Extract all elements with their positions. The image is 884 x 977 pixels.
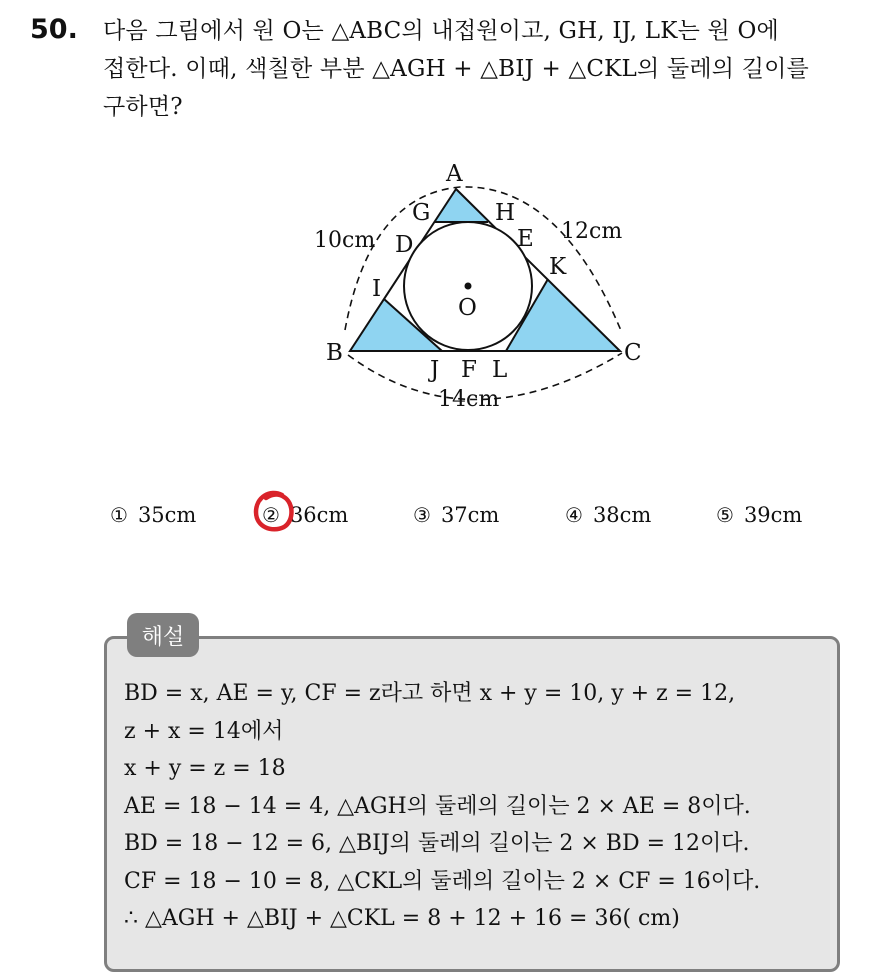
question-line-3: 구하면?: [103, 94, 183, 120]
choice-1-mark: ①: [110, 503, 128, 527]
choice-3[interactable]: [413, 503, 499, 527]
label-j: J: [430, 357, 440, 383]
choice-1-label: 35cm: [137, 503, 197, 527]
solution-line-7: ∴ △AGH + △BIJ + △CKL = 8 + 12 + 16 = 36( cm): [124, 906, 680, 931]
choice-4-label: 38cm: [592, 503, 652, 527]
label-a: A: [446, 161, 463, 187]
choice-5-mark: ⑤: [716, 503, 734, 527]
selected-answer-circle-icon: [252, 489, 296, 535]
label-o: O: [458, 295, 477, 321]
solution-line-5: BD = 18 − 12 = 6, △BIJ의 둘레의 길이는 2 × BD = 12이다.: [124, 831, 750, 856]
choice-2-label: 36cm: [289, 503, 349, 527]
label-g: G: [412, 200, 431, 226]
choice-1[interactable]: [110, 503, 196, 527]
answer-choices: [0, 503, 884, 543]
solution-text: [124, 675, 824, 938]
choice-3-label: 37cm: [440, 503, 500, 527]
choice-5-label: 39cm: [743, 503, 803, 527]
question-text: [103, 12, 873, 126]
label-10cm: 10cm: [314, 228, 376, 253]
label-l: L: [492, 357, 508, 383]
label-14cm: 14cm: [438, 387, 500, 412]
solution-line-6: CF = 18 − 10 = 8, △CKL의 둘레의 길이는 2 × CF = 16이다.: [124, 868, 761, 894]
solution-tab: 해설: [127, 613, 199, 657]
question-line-1: 다음 그림에서 원 O는 △ABC의 내접원이고, GH, IJ, LK는 원 O에: [103, 18, 779, 44]
choice-5[interactable]: [716, 503, 802, 527]
choice-3-mark: ③: [413, 503, 431, 527]
triangle-incircle-figure: [310, 155, 660, 425]
question-number: 50.: [30, 14, 78, 45]
label-b: B: [326, 340, 343, 366]
label-h: H: [495, 200, 516, 226]
solution-line-3: x + y = z = 18: [124, 756, 286, 781]
choice-4-mark: ④: [565, 503, 583, 527]
label-i: I: [372, 276, 382, 302]
label-e: E: [517, 226, 534, 252]
solution-line-1: BD = x, AE = y, CF = z라고 하면 x + y = 10, y + z = 12,: [124, 681, 736, 706]
label-k: K: [549, 254, 567, 280]
label-12cm: 12cm: [561, 219, 623, 244]
center-o-dot: [465, 283, 472, 290]
choice-4[interactable]: [565, 503, 651, 527]
question-line-2: 접한다. 이때, 색칠한 부분 △AGH + △BIJ + △CKL의 둘레의 길이를: [103, 56, 809, 82]
solution-line-4: AE = 18 − 14 = 4, △AGH의 둘레의 길이는 2 × AE = 8이다.: [124, 793, 751, 819]
choice-2-mark: ②: [262, 503, 280, 527]
label-d: D: [395, 232, 414, 258]
solution-line-2: z + x = 14에서: [124, 718, 284, 744]
label-f: F: [461, 357, 477, 383]
label-c: C: [624, 340, 642, 366]
